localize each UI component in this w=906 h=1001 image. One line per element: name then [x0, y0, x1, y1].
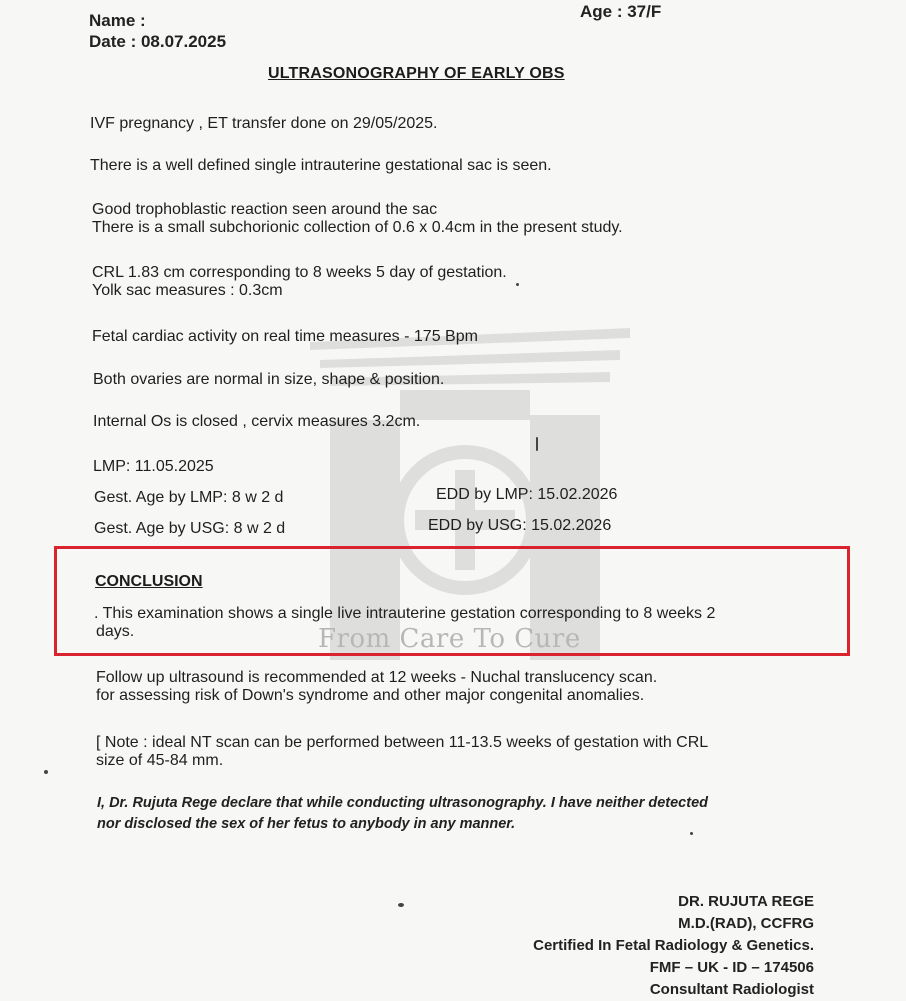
signature-block — [533, 891, 814, 1001]
declaration-text: I, Dr. Rujuta Rege declare that while conducting ultrasonography. I have neither detected nor disclosed the sex of her fetus to anybody in any manner. — [97, 795, 708, 832]
nt-scan-note: [ Note : ideal NT scan can be performed between 11-13.5 weeks of gestation with CRL size of 45-84 mm. — [96, 734, 709, 769]
finding-gestational-sac: There is a well defined single intrauterine gestational sac is seen. — [90, 157, 552, 174]
doctor-certification: Certified In Fetal Radiology & Genetics. — [533, 937, 814, 954]
doctor-name: DR. RUJUTA REGE — [678, 893, 814, 910]
scan-speck — [398, 903, 404, 907]
gest-age-usg: Gest. Age by USG: 8 w 2 d — [94, 520, 286, 537]
gest-age-lmp: Gest. Age by LMP: 8 w 2 d — [94, 489, 284, 506]
conclusion-title: CONCLUSION — [95, 573, 203, 590]
finding-crl: CRL 1.83 cm corresponding to 8 weeks 5 day of gestation. Yolk sac measures : 0.3cm — [92, 264, 507, 299]
finding-cardiac: Fetal cardiac activity on real time measures - 175 Bpm — [92, 328, 478, 345]
edd-lmp: EDD by LMP: 15.02.2026 — [436, 486, 618, 503]
report-date: Date : 08.07.2025 — [89, 32, 227, 51]
doctor-fmf-id: FMF – UK - ID – 174506 — [649, 959, 814, 976]
watermark-tagline: From Care To Cure — [318, 624, 581, 654]
scan-speck — [44, 770, 48, 774]
followup-text: Follow up ultrasound is recommended at 12 weeks - Nuchal translucency scan. for assessing risk of Down's syndrome and other major congenital anomalies. — [96, 669, 658, 704]
finding-ovaries: Both ovaries are normal in size, shape & position. — [93, 371, 445, 388]
edd-usg: EDD by USG: 15.02.2026 — [428, 517, 612, 534]
scan-speck — [516, 283, 519, 286]
lmp-value: LMP: 11.05.2025 — [93, 458, 214, 475]
scan-speck — [536, 437, 538, 451]
doctor-role: Consultant Radiologist — [649, 981, 814, 998]
scan-speck — [690, 832, 693, 835]
doctor-degree: M.D.(RAD), CCFRG — [678, 915, 814, 932]
finding-cervix: Internal Os is closed , cervix measures 3.2cm. — [93, 413, 421, 430]
finding-trophoblastic: Good trophoblastic reaction seen around the sac There is a small subchorionic collection of 0.6 x 0.4cm in the present study. — [92, 201, 623, 236]
finding-ivf: IVF pregnancy , ET transfer done on 29/05/2025. — [90, 115, 438, 132]
patient-age: Age : 37/F — [580, 2, 662, 21]
report-title: ULTRASONOGRAPHY OF EARLY OBS — [268, 65, 565, 82]
patient-name-label: Name : — [89, 11, 146, 30]
conclusion-text: . This examination shows a single live intrauterine gestation corresponding to 8 weeks 2 days. — [94, 605, 716, 640]
